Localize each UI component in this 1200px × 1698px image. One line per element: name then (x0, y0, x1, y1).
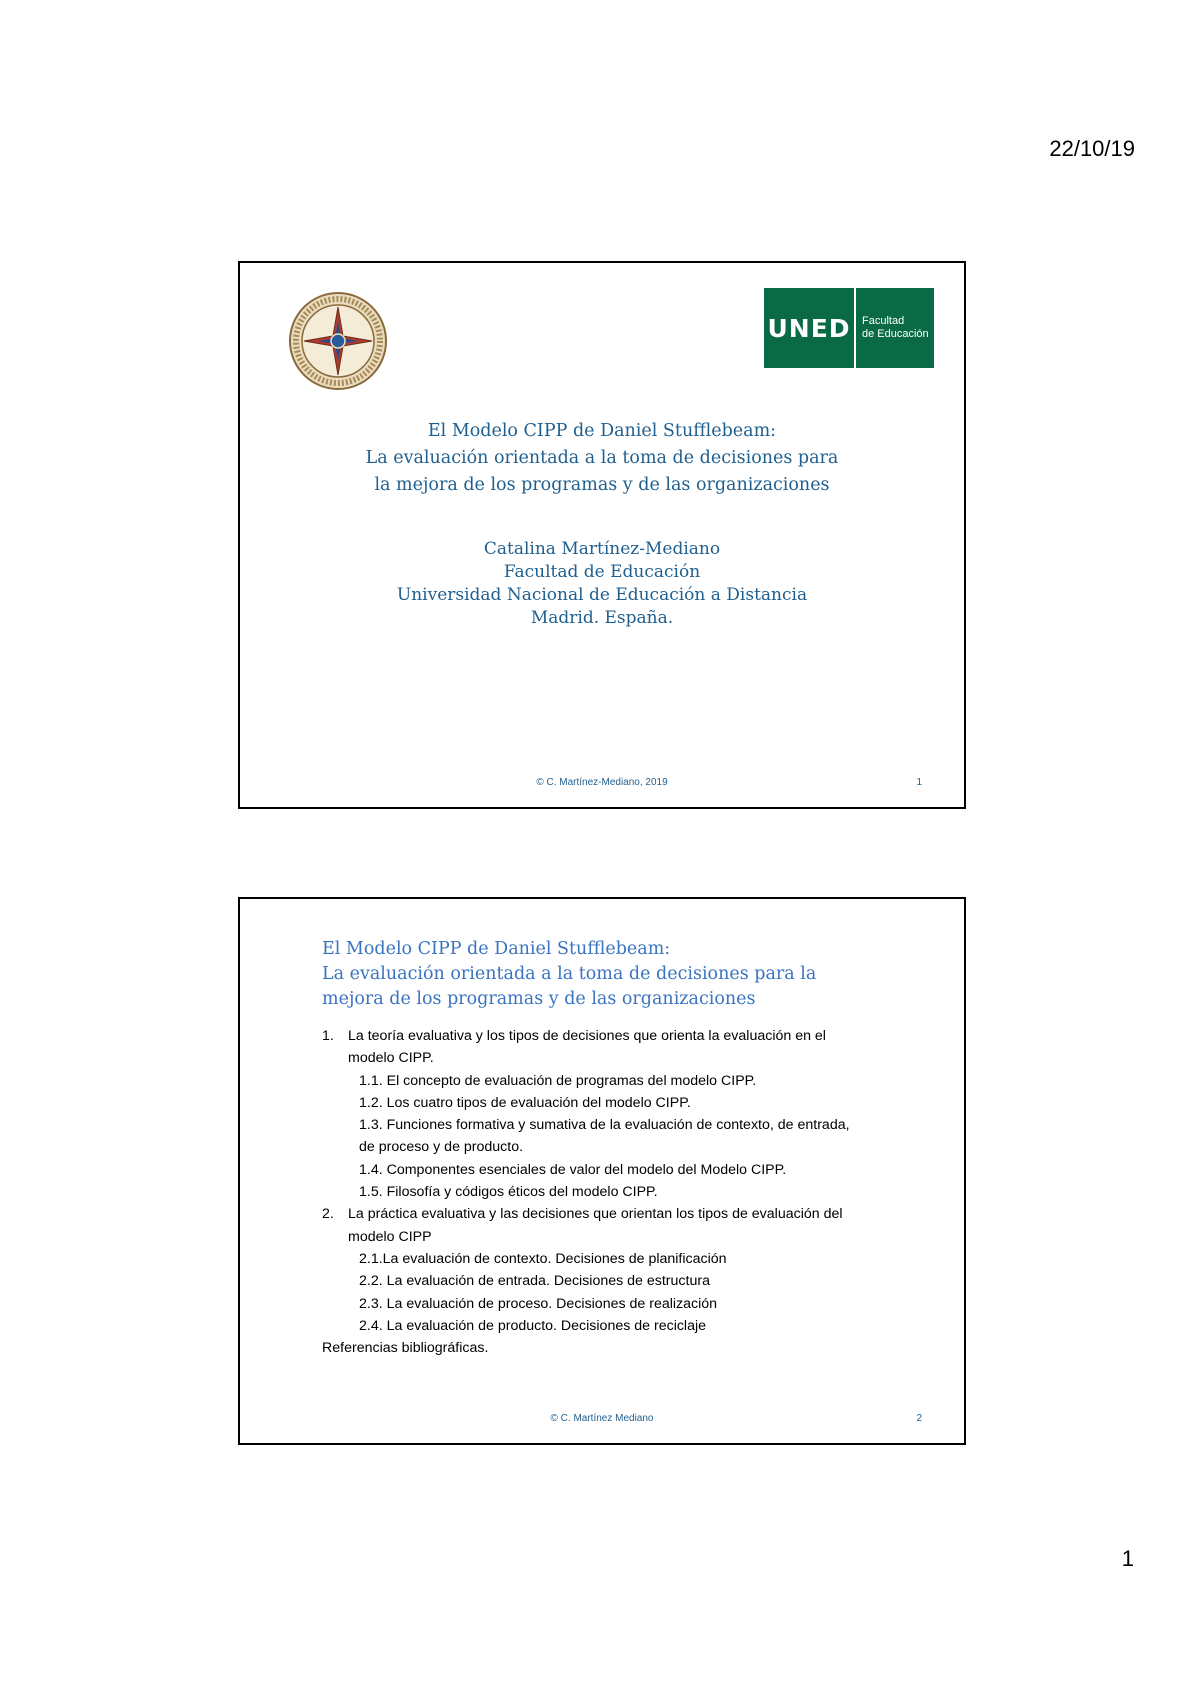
slide-footer-copyright: © C. Martínez Mediano (550, 1413, 654, 1424)
subitem: 1.3. Funciones formativa y sumativa de la evaluación de contexto, de entrada, (359, 1117, 850, 1134)
subitem: 2.1.La evaluación de contexto. Decisiones de planificación (359, 1250, 727, 1267)
slide-1-footer (240, 777, 964, 791)
author-info (240, 538, 964, 630)
uned-wordmark: UNED (764, 288, 854, 368)
subitem: 1.2. Los cuatro tipos de evaluación del modelo CIPP. (359, 1094, 691, 1111)
title-line: La evaluación orientada a la toma de decisiones para la (322, 964, 817, 984)
page-number: 1 (1121, 1546, 1134, 1571)
outline-item-2 (322, 1203, 934, 1248)
author-location: Madrid. España. (530, 608, 674, 628)
subitem: 2.2. La evaluación de entrada. Decisiones de estructura (359, 1273, 710, 1290)
slide-footer-copyright: © C. Martínez-Mediano, 2019 (536, 777, 668, 788)
slide-1 (238, 261, 966, 809)
title-line: El Modelo CIPP de Daniel Stufflebeam: (322, 939, 671, 959)
outline-list (322, 1025, 934, 1359)
author-name: Catalina Martínez-Mediano (483, 539, 721, 559)
item-number: 1. (322, 1028, 334, 1044)
uned-seal-icon (288, 291, 388, 391)
item-number: 2. (322, 1206, 334, 1223)
item-text: modelo CIPP (348, 1228, 432, 1245)
faculty-line-2: de Educación (862, 328, 929, 340)
slide-2-title (322, 937, 934, 1012)
uned-faculty-label (856, 288, 934, 368)
subitem: 1.5. Filosofía y códigos éticos del modelo CIPP. (359, 1184, 658, 1201)
page-date: 22/10/19 (1049, 136, 1135, 161)
faculty-line-1: Facultad (862, 315, 905, 327)
slide-2-footer (240, 1413, 964, 1427)
title-line: La evaluación orientada a la toma de decisiones para (365, 448, 839, 468)
item-text: modelo CIPP. (348, 1050, 434, 1067)
item-text: La práctica evaluativa y las decisiones que orientan los tipos de evaluación del (348, 1206, 843, 1223)
slide-1-title (240, 418, 964, 499)
slide-2 (238, 897, 966, 1445)
uned-logo (764, 288, 934, 368)
item-text: La teoría evaluativa y los tipos de decisiones que orienta la evaluación en el (348, 1028, 826, 1044)
references: Referencias bibliográficas. (322, 1340, 489, 1357)
subitem: de proceso y de producto. (359, 1139, 524, 1156)
slide-number: 2 (916, 1413, 922, 1424)
subitem: 2.3. La evaluación de proceso. Decisiones de realización (359, 1295, 718, 1312)
outline-item-1 (322, 1025, 934, 1070)
subitem: 1.4. Componentes esenciales de valor del modelo del Modelo CIPP. (359, 1161, 787, 1178)
title-line: la mejora de los programas y de las organizaciones (374, 475, 830, 495)
author-university: Universidad Nacional de Educación a Distancia (396, 585, 808, 605)
subitem: 1.1. El concepto de evaluación de programas del modelo CIPP. (359, 1072, 757, 1089)
subitem: 2.4. La evaluación de producto. Decisiones de reciclaje (359, 1317, 707, 1334)
slide-number: 1 (916, 777, 922, 788)
author-faculty: Facultad de Educación (503, 562, 701, 582)
title-line: mejora de los programas y de las organizaciones (322, 989, 756, 1009)
title-line: El Modelo CIPP de Daniel Stufflebeam: (427, 421, 777, 441)
